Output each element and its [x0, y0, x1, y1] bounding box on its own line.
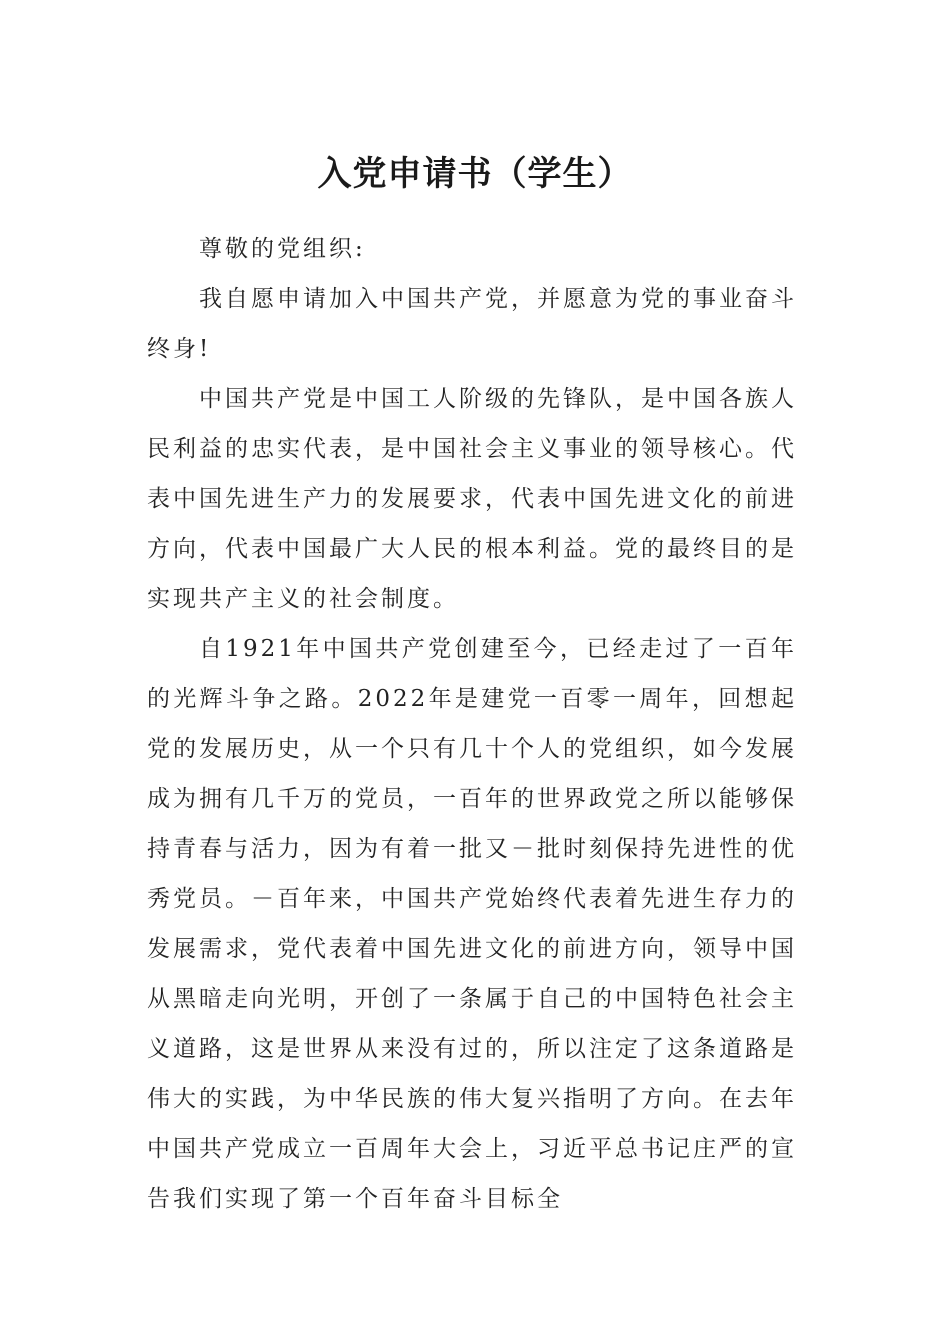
salutation: 尊敬的党组织:	[199, 236, 366, 262]
paragraph-3: 自1921年中国共产党创建至今，已经走过了一百年的光辉斗争之路。2022年是建党一百零一周年，回想起党的发展历史，从一个只有几十个人的党组织，如今发展成为拥有几千万的党员，一百年的世界政党之所以能够保持青春与活力，因为有着一批又－批时刻保持先进性的优秀党员。－百年来，中国共产党始终代表着先进生存力的发展需求，党代表着中国先进文化的前进方向，领导中国从黑暗走向光明，开创了一条属于自己的中国特色社会主义道路，这是世界从来没有过的，所以注定了这条道路是伟大的实践，为中华民族的伟大复兴指明了方向。在去年中国共产党成立一百周年大会上，习近平总书记庄严的宣告我们实现了第一个百年奋斗目标全	[147, 636, 797, 1212]
letter-body	[147, 224, 797, 1224]
paragraph-2: 中国共产党是中国工人阶级的先锋队，是中国各族人民利益的忠实代表，是中国社会主义事业的领导核心。代表中国先进生产力的发展要求，代表中国先进文化的前进方向，代表中国最广大人民的根本利益。党的最终目的是实现共产主义的社会制度。	[147, 386, 797, 612]
paragraph-1: 我自愿申请加入中国共产党，并愿意为党的事业奋斗终身!	[147, 286, 797, 362]
page-title: 入党申请书（学生）	[317, 154, 633, 194]
